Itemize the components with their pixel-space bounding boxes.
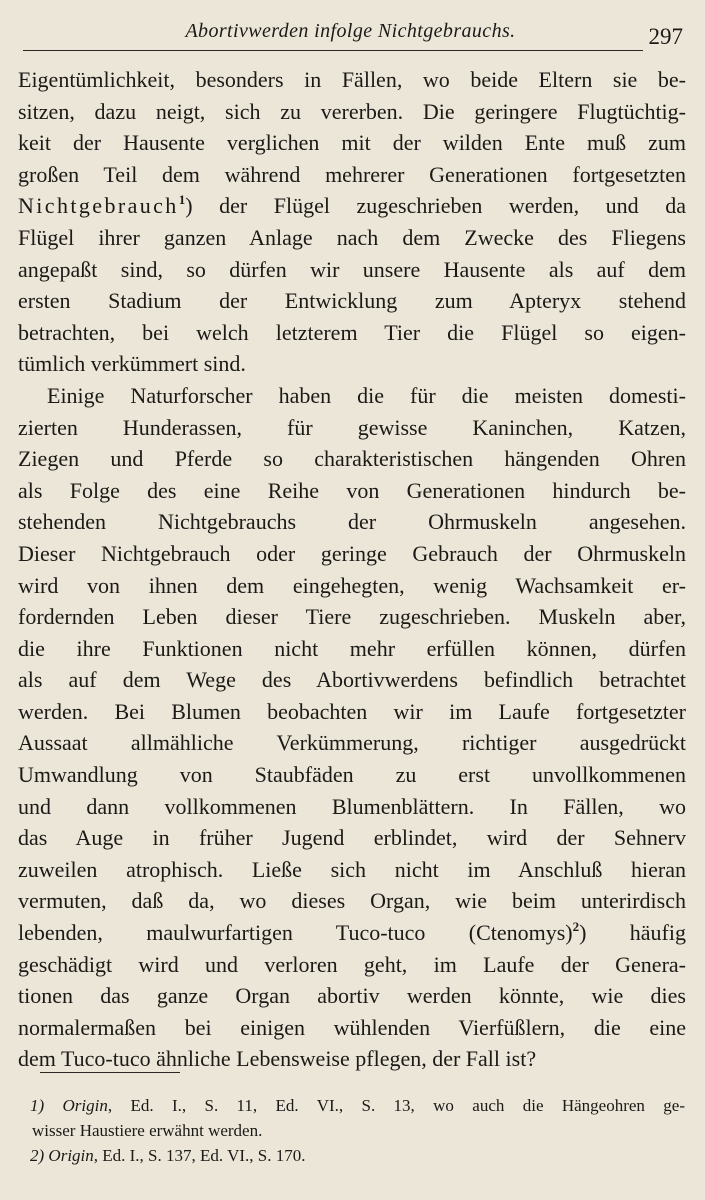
text-line: tümlich verkümmert sind. [18, 351, 246, 377]
footnote-text: , Ed. I., S. 137, Ed. VI., S. 170. [93, 1146, 306, 1165]
text-line: die ihre Funktionen nicht mehr erfüllen können, dürfen [18, 635, 686, 661]
header-rule [23, 50, 643, 51]
footnote-ref: 1 [178, 192, 186, 208]
text-line: und dann vollkommenen Blumenblättern. In Fällen, wo [18, 793, 686, 819]
text-line: Aussaat allmähliche Verkümmerung, richtiger ausgedrückt [18, 730, 686, 756]
text-run: ) der Flügel zugeschrieben werden, und da [185, 193, 686, 219]
footnote-text: , Ed. I., S. 11, Ed. VI., S. 13, wo auch die Hängeohren ge- [107, 1096, 685, 1115]
text-line: als auf dem Wege des Abortivwerdens befindlich betrachtet [18, 667, 686, 693]
text-line: zuweilen atrophisch. Ließe sich nicht im Anschluß hieran [18, 856, 686, 882]
text-run: lebenden, maulwurfartigen Tuco-tuco (Ctenomys) [18, 920, 573, 946]
text-line: angepaßt sind, so dürfen wir unsere Hausente als auf dem [18, 256, 686, 282]
text-line: geschädigt wird und verloren geht, im Laufe der Genera- [18, 951, 686, 977]
footnote-source: Origin [48, 1146, 94, 1165]
text-line: Ziegen und Pferde so charakteristischen hängenden Ohren [18, 446, 686, 472]
text-line: ersten Stadium der Entwicklung zum Apteryx stehend [18, 288, 686, 314]
text-line [18, 190, 686, 222]
running-head: Abortivwerden infolge Nichtgebrauchs. [185, 20, 516, 42]
text-line: Flügel ihrer ganzen Anlage nach dem Zwecke des Fliegens [18, 224, 686, 250]
text-line: zierten Hunderassen, für gewisse Kaninchen, Katzen, [18, 414, 686, 440]
text-line: wird von ihnen dem eingehegten, wenig Wachsamkeit er- [18, 572, 686, 598]
text-line: Dieser Nichtgebrauch oder geringe Gebrauch der Ohrmuskeln [18, 540, 686, 566]
footnotes [30, 1093, 685, 1168]
footnote-2 [30, 1143, 685, 1168]
footnote-rule [40, 1072, 180, 1073]
footnote-marker: 1) [30, 1096, 45, 1115]
page-header [18, 14, 683, 58]
text-line: tionen das ganze Organ abortiv werden könnte, wie dies [18, 983, 686, 1009]
text-line: betrachten, bei welch letzterem Tier die Flügel so eigen- [18, 319, 686, 345]
text-line: normalermaßen bei einigen wühlenden Vierfüßlern, die eine [18, 1014, 686, 1040]
text-line: vermuten, daß da, wo dieses Organ, wie beim unterirdisch [18, 888, 686, 914]
text-run: ) häufig [579, 920, 686, 946]
text-line: stehenden Nichtgebrauchs der Ohrmuskeln angesehen. [18, 509, 686, 535]
text-line: fordernden Leben dieser Tiere zugeschrieben. Muskeln aber, [18, 604, 686, 630]
footnote-ref: 2 [572, 919, 580, 935]
page-number: 297 [648, 24, 683, 49]
text-line: das Auge in früher Jugend erblindet, wird der Sehnerv [18, 825, 686, 851]
spaced-word: Nichtgebrauch [18, 193, 179, 219]
text-line: großen Teil dem während mehrerer Generationen fortgesetzten [18, 161, 686, 187]
text-line: Umwandlung von Staubfäden zu erst unvollkommenen [18, 762, 686, 788]
text-line: Eigentümlichkeit, besonders in Fällen, wo beide Eltern sie be- [18, 67, 686, 92]
footnote-marker: 2) [30, 1146, 45, 1165]
text-line: dem Tuco-tuco ähnliche Lebensweise pflegen, der Fall ist? [18, 1046, 537, 1072]
text-line: Einige Naturforscher haben die für die meisten domesti- [47, 382, 686, 408]
text-line: sitzen, dazu neigt, sich zu vererben. Die geringere Flugtüchtig- [18, 98, 686, 124]
footnote-source: Origin [62, 1096, 108, 1115]
text-line: als Folge des eine Reihe von Generationen hindurch be- [18, 477, 686, 503]
body-text [18, 64, 686, 1075]
text-line [18, 917, 686, 949]
footnote-1-continuation: wisser Haustiere erwähnt werden. [32, 1121, 263, 1140]
text-line: werden. Bei Blumen beobachten wir im Laufe fortgesetzter [18, 698, 686, 724]
text-line: keit der Hausente verglichen mit der wilden Ente muß zum [18, 130, 686, 156]
footnote-1 [30, 1093, 685, 1118]
